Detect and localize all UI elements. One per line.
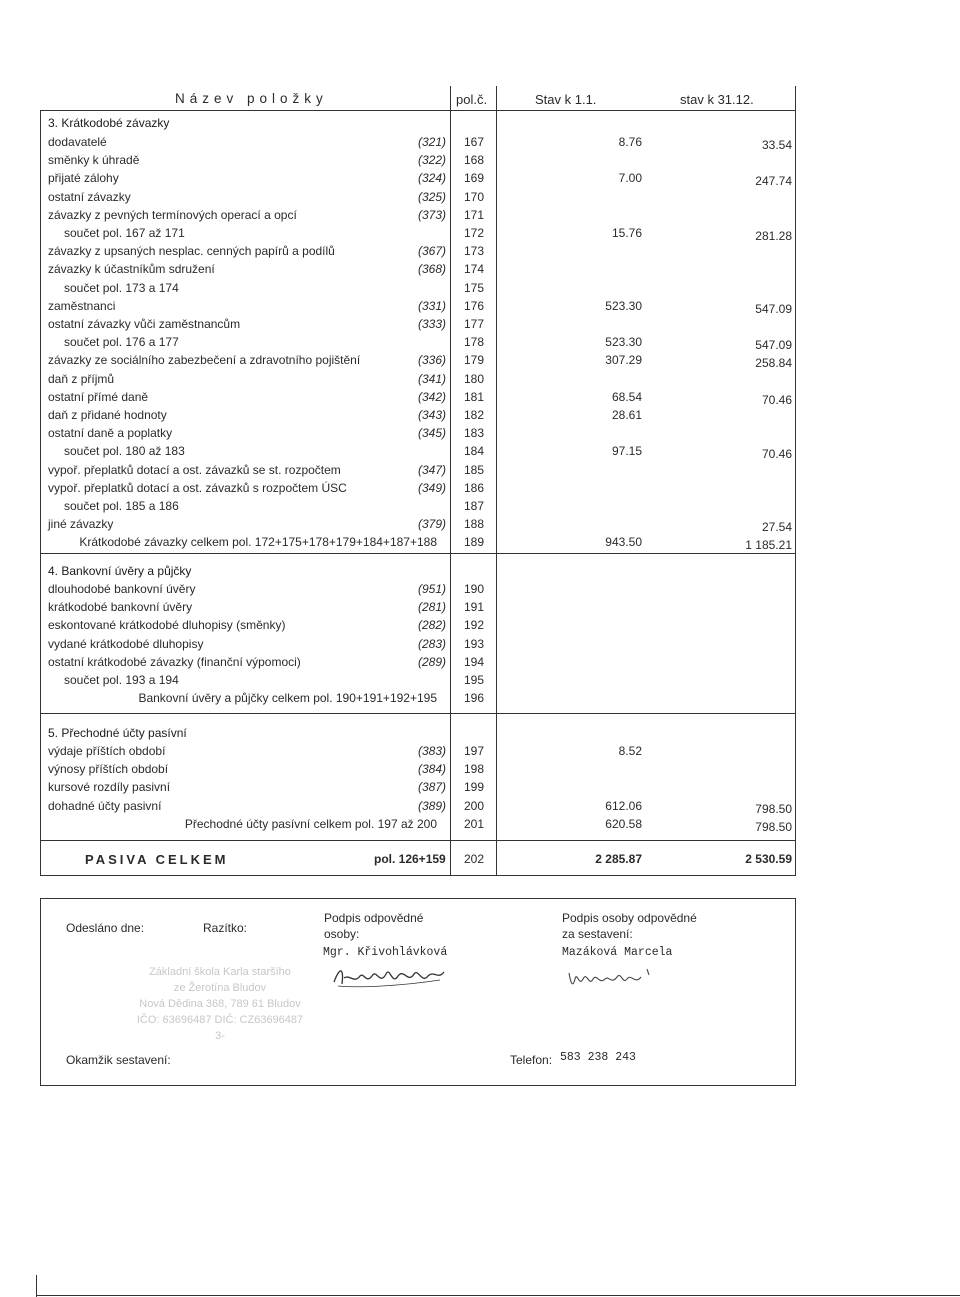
responsible-person-label-line1: Podpis odpovědné — [324, 911, 424, 925]
row-account-code: (283) — [417, 636, 446, 651]
row-label: Bankovní úvěry a půjčky celkem pol. 190+191+192+195 — [138, 691, 437, 706]
row-account-code: (282) — [417, 618, 446, 633]
school-stamp — [115, 964, 325, 1044]
row-account-code: (336) — [417, 353, 446, 368]
page-edge-mark — [36, 1275, 37, 1297]
row-pol-number: 170 — [464, 189, 485, 204]
row-value-start: 68.54 — [611, 389, 642, 404]
table-row — [0, 408, 960, 426]
preparer-label-line2: za sestavení: — [562, 927, 633, 941]
row-label: součet pol. 173 a 174 — [64, 280, 179, 295]
table-row — [0, 444, 960, 462]
table-row — [0, 335, 960, 353]
row-label: závazky ze sociálního zabezbečení a zdravotního pojištění — [48, 353, 361, 368]
row-label: Krátkodobé závazky celkem pol. 172+175+178+179+184+187+188 — [79, 535, 437, 550]
table-row — [0, 426, 960, 444]
row-label: dodavatelé — [48, 135, 107, 149]
table-row — [0, 499, 960, 517]
row-label: ostatní závazky — [48, 189, 131, 204]
row-account-code: (387) — [417, 780, 446, 795]
row-label: ostatní krátkodobé závazky (finanční výpomoci) — [48, 654, 301, 669]
header-name: Název položky — [175, 91, 328, 106]
row-label: směnky k úhradě — [48, 153, 140, 168]
table-row — [0, 655, 960, 673]
table-row — [0, 262, 960, 280]
row-pol-number: 183 — [464, 426, 485, 441]
row-pol-number: 198 — [464, 762, 485, 777]
table-row — [0, 299, 960, 317]
row-label: přijaté zálohy — [48, 171, 119, 186]
row-account-code: (951) — [417, 582, 446, 596]
section-5-title: 5. Přechodné účty pasívní — [48, 726, 187, 740]
row-pol-number: 190 — [464, 582, 485, 596]
table-row — [0, 190, 960, 208]
row-account-code: (333) — [417, 317, 446, 331]
row-pol-number: 188 — [464, 517, 485, 532]
table-row — [0, 226, 960, 244]
row-pol-number: 199 — [464, 780, 485, 795]
row-label: vypoř. přeplatků dotací a ost. závazků se st. rozpočtem — [48, 462, 341, 477]
row-value-start: 8.76 — [618, 135, 642, 149]
row-value-end: 70.46 — [761, 392, 792, 407]
row-value-start: 7.00 — [618, 171, 642, 186]
row-pol-number: 168 — [464, 153, 485, 168]
pasiva-label: PASIVA CELKEM — [85, 852, 229, 867]
row-account-code: (383) — [417, 744, 446, 758]
row-account-code: (373) — [417, 207, 446, 222]
row-account-code: (367) — [417, 244, 446, 259]
row-account-code: (349) — [417, 480, 446, 495]
row-label: jiné závazky — [48, 517, 114, 532]
row-label: závazky k účastníkům sdružení — [48, 262, 215, 277]
table-row — [0, 390, 960, 408]
row-value-end: 798.50 — [755, 819, 792, 834]
row-account-code: (322) — [417, 153, 446, 168]
row-pol-number: 171 — [464, 207, 485, 222]
row-label: ostatní přímé daně — [48, 389, 149, 404]
table-row — [0, 153, 960, 171]
row-value-start: 97.15 — [611, 444, 642, 459]
pasiva-value-end: 2 530.59 — [745, 852, 792, 866]
table-row — [0, 171, 960, 189]
row-label: dohadné účty pasivní — [48, 798, 162, 813]
row-label: Přechodné účty pasívní celkem pol. 197 až 200 — [184, 816, 437, 831]
table-row — [0, 317, 960, 335]
table-row — [0, 244, 960, 262]
pasiva-pol: 202 — [464, 852, 485, 866]
section-divider — [40, 840, 796, 841]
row-pol-number: 189 — [464, 535, 485, 550]
stamp-label: Razítko: — [203, 921, 248, 935]
responsible-person-name: Mgr. Křivohlávková — [323, 946, 448, 959]
row-pol-number: 174 — [464, 262, 485, 277]
row-account-code: (347) — [417, 462, 446, 477]
row-pol-number: 197 — [464, 744, 485, 758]
stamp-line: ze Žerotína Bludov — [173, 982, 267, 994]
row-value-end: 247.74 — [755, 174, 792, 189]
row-account-code: (281) — [417, 600, 446, 615]
table-row — [0, 208, 960, 226]
row-account-code: (379) — [417, 517, 446, 532]
row-value-start: 612.06 — [605, 798, 642, 813]
row-pol-number: 200 — [464, 798, 485, 813]
preparer-label-line1: Podpis osoby odpovědné — [562, 911, 697, 925]
row-account-code: (389) — [417, 798, 446, 813]
row-value-start: 523.30 — [605, 298, 642, 313]
row-account-code: (341) — [417, 371, 446, 386]
row-value-end: 70.46 — [761, 447, 792, 462]
row-label: ostatní závazky vůči zaměstnancům — [48, 317, 241, 331]
row-pol-number: 185 — [464, 462, 485, 477]
row-pol-number: 181 — [464, 389, 485, 404]
row-value-start: 620.58 — [605, 816, 642, 831]
compile-time-label: Okamžik sestavení: — [66, 1053, 171, 1067]
row-pol-number: 179 — [464, 353, 485, 368]
phone-number: 583 238 243 — [560, 1051, 636, 1064]
stamp-line: Nová Dědina 368, 789 61 Bludov — [139, 998, 301, 1010]
table-row — [0, 517, 960, 535]
row-value-start: 523.30 — [605, 335, 642, 350]
row-account-code: (324) — [417, 171, 446, 186]
row-pol-number: 195 — [464, 673, 485, 687]
row-label: součet pol. 176 a 177 — [64, 335, 179, 350]
row-pol-number: 192 — [464, 618, 485, 633]
header-stav-31-12: stav k 31.12. — [680, 92, 754, 107]
row-value-end: 258.84 — [755, 356, 792, 371]
row-pol-number: 177 — [464, 317, 485, 331]
pasiva-value-start: 2 285.87 — [595, 852, 642, 866]
table-row — [0, 481, 960, 499]
row-account-code: (384) — [417, 762, 446, 777]
table-bottom-line — [40, 875, 796, 876]
stamp-line: IČO: 63696487 DIČ: CZ63696487 — [136, 1014, 304, 1026]
section-3-title: 3. Krátkodobé závazky — [48, 116, 170, 130]
row-pol-number: 191 — [464, 600, 485, 615]
table-row — [0, 535, 960, 553]
row-label: daň z příjmů — [48, 371, 115, 386]
table-row — [0, 463, 960, 481]
row-label: součet pol. 185 a 186 — [64, 499, 179, 513]
row-pol-number: 172 — [464, 226, 485, 240]
section-4-title: 4. Bankovní úvěry a půjčky — [48, 564, 192, 578]
row-pol-number: 186 — [464, 480, 485, 495]
row-account-code: (368) — [417, 262, 446, 277]
row-pol-number: 176 — [464, 298, 485, 313]
table-row — [0, 799, 960, 817]
preparer-name: Mazáková Marcela — [562, 946, 673, 959]
table-row — [0, 673, 960, 691]
row-label: dlouhodobé bankovní úvěry — [48, 582, 196, 596]
row-account-code: (289) — [417, 654, 446, 669]
stamp-line: Základní škola Karla staršího — [149, 966, 291, 978]
table-row — [0, 618, 960, 636]
row-pol-number: 167 — [464, 135, 485, 149]
row-pol-number: 187 — [464, 499, 485, 513]
section-divider — [40, 713, 796, 714]
table-row — [0, 582, 960, 600]
sent-date-label: Odesláno dne: — [66, 921, 145, 935]
header-stav-1-1: Stav k 1.1. — [535, 92, 597, 107]
table-row — [0, 691, 960, 709]
row-label: výdaje příštích období — [48, 744, 166, 758]
row-label: vydané krátkodobé dluhopisy — [48, 636, 204, 651]
row-label: ostatní daně a poplatky — [48, 426, 173, 441]
row-value-start: 28.61 — [611, 408, 642, 422]
table-row — [0, 817, 960, 835]
row-pol-number: 182 — [464, 408, 485, 422]
row-account-code: (342) — [417, 389, 446, 404]
row-value-end: 33.54 — [761, 138, 792, 152]
row-account-code: (331) — [417, 298, 446, 313]
row-value-end: 798.50 — [755, 801, 792, 816]
table-row — [0, 353, 960, 371]
row-label: součet pol. 193 a 194 — [64, 673, 179, 687]
table-row — [0, 637, 960, 655]
row-value-end: 1 185.21 — [745, 538, 792, 553]
row-account-code: (321) — [417, 135, 446, 149]
row-value-start: 307.29 — [605, 353, 642, 368]
row-value-end: 547.09 — [755, 301, 792, 316]
row-value-start: 15.76 — [611, 226, 642, 240]
signature-krivohlavkova — [330, 962, 450, 992]
row-pol-number: 173 — [464, 244, 485, 259]
row-account-code: (345) — [417, 426, 446, 441]
stamp-line: 3- — [215, 1030, 225, 1042]
table-row — [0, 281, 960, 299]
row-pol-number: 194 — [464, 654, 485, 669]
row-label: eskontované krátkodobé dluhopisy (směnky) — [48, 618, 286, 633]
row-pol-number: 169 — [464, 171, 485, 186]
row-label: závazky z upsaných nesplac. cenných papírů a podílů — [48, 244, 335, 259]
table-row — [0, 780, 960, 798]
phone-label: Telefon: — [510, 1053, 553, 1067]
table-row — [0, 372, 960, 390]
row-pol-number: 196 — [464, 691, 485, 706]
table-row — [0, 600, 960, 618]
row-value-end: 281.28 — [755, 229, 792, 243]
row-value-end: 27.54 — [761, 520, 792, 535]
row-label: zaměstnanci — [48, 298, 116, 313]
row-value-end: 547.09 — [755, 338, 792, 353]
row-label: součet pol. 180 až 183 — [64, 444, 185, 459]
pasiva-formula: pol. 126+159 — [374, 852, 446, 866]
row-label: vypoř. přeplatků dotací a ost. závazků s rozpočtem ÚSC — [48, 480, 347, 495]
row-account-code: (325) — [417, 189, 446, 204]
signature-mazakova — [565, 965, 665, 995]
row-label: kursové rozdíly pasivní — [48, 780, 171, 795]
row-pol-number: 201 — [464, 816, 485, 831]
row-label: součet pol. 167 až 171 — [64, 226, 185, 240]
row-account-code: (343) — [417, 408, 446, 422]
row-pol-number: 180 — [464, 371, 485, 386]
row-label: závazky z pevných termínových operací a opcí — [48, 207, 297, 222]
header-line — [40, 110, 796, 111]
row-pol-number: 175 — [464, 280, 485, 295]
table-row — [0, 135, 960, 153]
header-pol: pol.č. — [456, 92, 488, 107]
responsible-person-label-line2: osoby: — [324, 927, 360, 941]
row-label: výnosy příštích období — [48, 762, 169, 777]
row-value-start: 8.52 — [618, 744, 642, 758]
row-label: daň z přidané hodnoty — [48, 408, 167, 422]
row-value-start: 943.50 — [605, 535, 642, 550]
table-row — [0, 762, 960, 780]
row-pol-number: 184 — [464, 444, 485, 459]
row-pol-number: 193 — [464, 636, 485, 651]
table-row — [0, 744, 960, 762]
row-label: krátkodobé bankovní úvěry — [48, 600, 193, 615]
row-pol-number: 178 — [464, 335, 485, 350]
page-edge-line — [36, 1295, 960, 1296]
